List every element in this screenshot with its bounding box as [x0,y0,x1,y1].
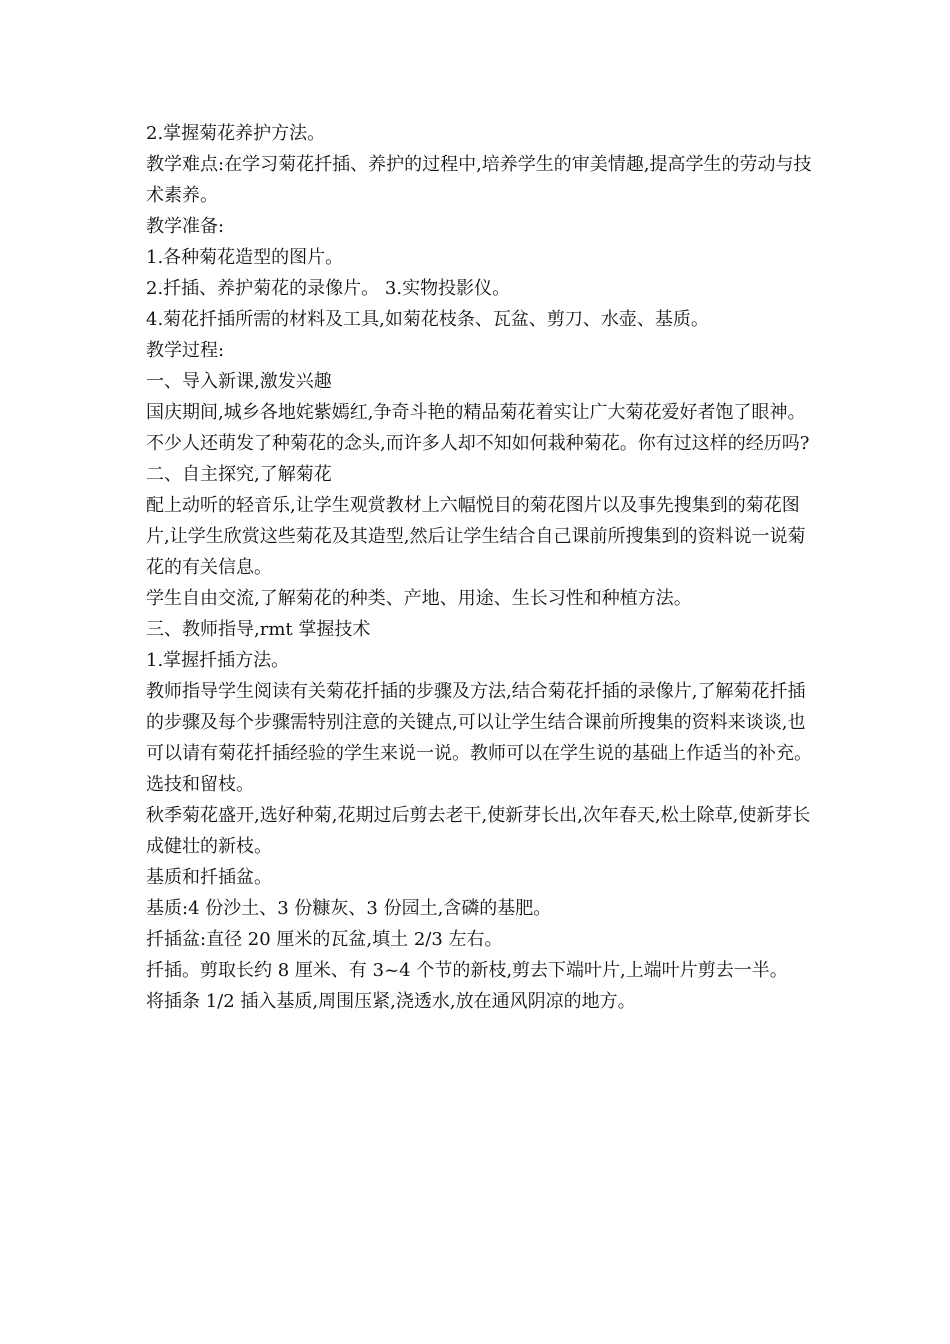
paragraph: 扦插。剪取长约 8 厘米、有 3~4 个节的新枝,剪去下端叶片,上端叶片剪去一半。 [146,960,788,981]
section-heading: 三、教师指导,rmt 掌握技术 [146,619,371,640]
paragraph: 国庆期间,城乡各地姹紫嫣红,争奇斗艳的精品菊花着实让广大菊花爱好者饱了眼神。不少人还萌发了种菊花的念头,而许多人却不知如何栽种菊花。你有过这样的经历吗? [146,402,810,454]
paragraph: 配上动听的轻音乐,让学生观赏教材上六幅悦目的菊花图片以及事先搜集到的菊花图片,让学生欣赏这些菊花及其造型,然后让学生结合自己课前所搜集到的资料说一说菊花的有关信息。 [146,495,806,578]
paragraph: 1.各种菊花造型的图片。 [146,247,344,268]
section-heading: 教学过程: [146,340,225,361]
paragraph: 2.掌握菊花养护方法。 [146,123,326,144]
paragraph: 扦插盆:直径 20 厘米的瓦盆,填土 2/3 左右。 [146,929,503,950]
paragraph: 将插条 1/2 插入基质,周围压紧,浇透水,放在通风阴凉的地方。 [146,991,636,1012]
paragraph: 基质和扦插盆。 [146,867,272,888]
document-body [146,118,816,1017]
paragraph: 基质:4 份沙土、3 份糠灰、3 份园土,含磷的基肥。 [146,898,552,919]
paragraph: 1.掌握扦插方法。 [146,650,290,671]
paragraph: 4.菊花扦插所需的材料及工具,如菊花枝条、瓦盆、剪刀、水壶、基质。 [146,309,709,330]
paragraph: 2.扦插、养护菊花的录像片。 3.实物投影仪。 [146,278,511,299]
paragraph: 教学准备: [146,216,225,237]
paragraph: 秋季菊花盛开,选好种菊,花期过后剪去老干,使新芽长出,次年春天,松土除草,使新芽长成健壮的新枝。 [146,805,811,857]
section-heading: 一、导入新课,激发兴趣 [146,371,332,392]
paragraph: 教师指导学生阅读有关菊花扦插的步骤及方法,结合菊花扦插的录像片,了解菊花扦插的步骤及每个步骤需特别注意的关键点,可以让学生结合课前所搜集的资料来谈谈,也可以请有菊花扦插经验的学生来说一说。教师可以在学生说的基础上作适当的补充。 [146,681,812,764]
section-heading: 二、自主探究,了解菊花 [146,464,332,485]
paragraph: 选技和留枝。 [146,774,254,795]
paragraph: 学生自由交流,了解菊花的种类、产地、用途、生长习性和种植方法。 [146,588,692,609]
paragraph: 教学难点:在学习菊花扦插、养护的过程中,培养学生的审美情趣,提高学生的劳动与技术素养。 [146,154,812,206]
